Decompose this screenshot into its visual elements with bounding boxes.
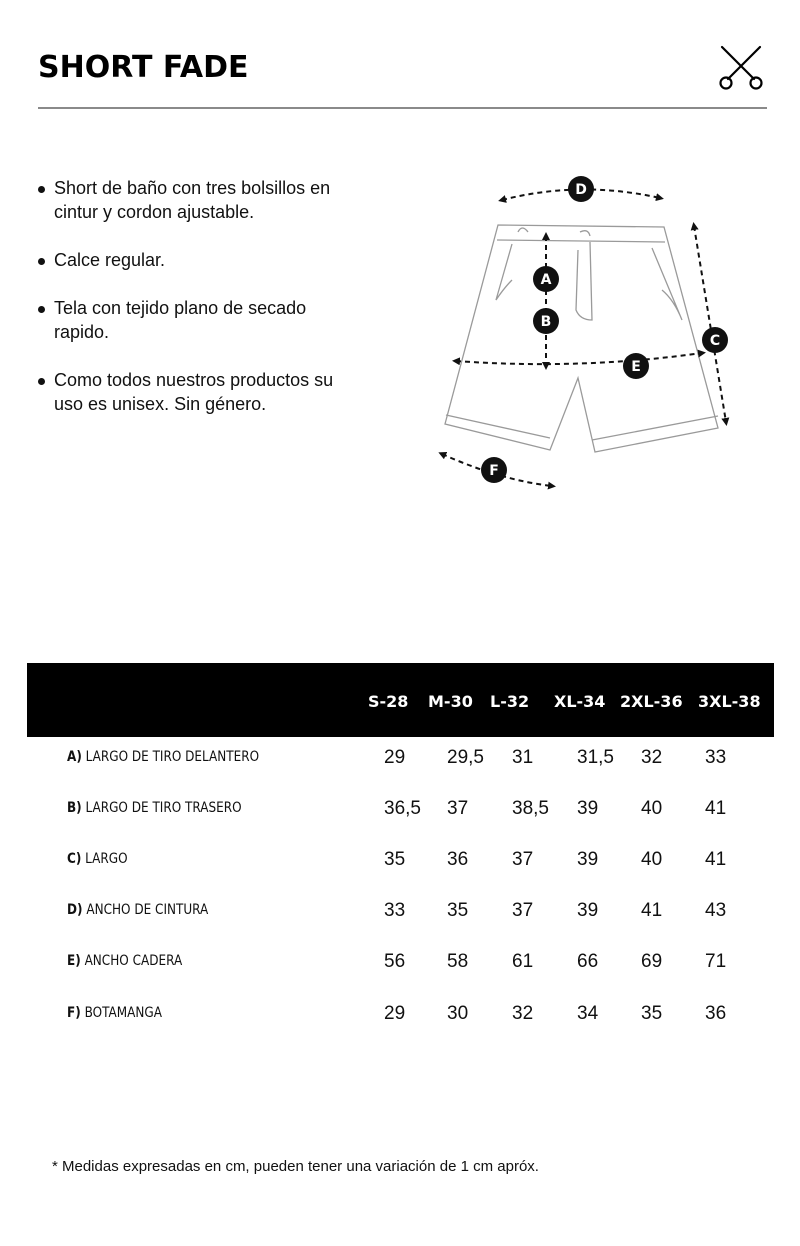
header-divider (38, 107, 767, 109)
table-row (0, 944, 800, 980)
marker-e (623, 353, 649, 379)
row-label: LARGO DE TIRO TRASERO (85, 800, 242, 816)
arrow-c (694, 226, 726, 422)
marker-d (568, 176, 594, 202)
svg-text:D: D (575, 182, 587, 198)
table-cell: 71 (705, 951, 727, 972)
table-cell: 35 (384, 849, 406, 870)
table-cell: 39 (577, 798, 599, 819)
table-row (0, 996, 800, 1032)
table-cell: 37 (512, 900, 534, 921)
svg-text:C: C (709, 333, 721, 349)
table-cell: 56 (384, 951, 406, 972)
table-cell: 38,5 (512, 798, 549, 819)
feature-item: Como todos nuestros productos su uso es unisex. Sin género. (38, 368, 338, 416)
svg-text:E: E (631, 359, 641, 375)
size-column-header: M-30 (428, 692, 473, 711)
table-cell: 35 (447, 900, 469, 921)
row-code: C) (67, 851, 82, 867)
table-cell: 29,5 (447, 747, 484, 768)
row-code: D) (67, 902, 83, 918)
row-label: ANCHO DE CINTURA (86, 902, 209, 918)
table-row (0, 893, 800, 929)
page-title: SHORT FADE (38, 50, 249, 85)
row-code: B) (67, 800, 82, 816)
table-cell: 40 (641, 798, 663, 819)
table-cell: 36,5 (384, 798, 421, 819)
row-code: E) (67, 953, 81, 969)
marker-a (533, 266, 559, 292)
marker-c (702, 327, 728, 353)
footnote: * Medidas expresadas en cm, pueden tener una variación de 1 cm apróx. (52, 1158, 539, 1175)
table-cell: 41 (705, 849, 727, 870)
table-cell: 32 (512, 1003, 534, 1024)
size-column-header: 2XL-36 (620, 692, 683, 711)
table-cell: 39 (577, 849, 599, 870)
table-cell: 37 (447, 798, 469, 819)
feature-item: Short de baño con tres bolsillos en cintur y cordon ajustable. (38, 176, 338, 224)
table-cell: 30 (447, 1003, 469, 1024)
row-code: A) (67, 749, 82, 765)
table-cell: 58 (447, 951, 469, 972)
feature-item: Tela con tejido plano de secado rapido. (38, 296, 338, 344)
size-column-header: L-32 (490, 692, 530, 711)
table-cell: 41 (705, 798, 727, 819)
table-cell: 43 (705, 900, 727, 921)
table-cell: 39 (577, 900, 599, 921)
marker-f (481, 457, 507, 483)
table-cell: 66 (577, 951, 599, 972)
scissors-icon (716, 43, 766, 91)
size-column-header: 3XL-38 (698, 692, 761, 711)
table-cell: 37 (512, 849, 534, 870)
table-cell: 31 (512, 747, 534, 768)
row-label: LARGO DE TIRO DELANTERO (85, 749, 260, 765)
shorts-outline (445, 225, 721, 452)
size-column-header: S-28 (368, 692, 409, 711)
table-cell: 36 (447, 849, 469, 870)
row-label: ANCHO CADERA (84, 953, 183, 969)
svg-text:F: F (489, 463, 499, 479)
size-columns (368, 692, 762, 711)
table-cell: 36 (705, 1003, 727, 1024)
svg-text:A: A (540, 272, 552, 288)
row-code: F) (67, 1005, 81, 1021)
feature-item: Calce regular. (38, 248, 338, 272)
table-row (0, 740, 800, 776)
table-cell: 32 (641, 747, 663, 768)
table-row (0, 791, 800, 827)
table-cell: 35 (641, 1003, 663, 1024)
table-cell: 29 (384, 747, 406, 768)
table-cell: 61 (512, 951, 534, 972)
row-label: BOTAMANGA (84, 1005, 162, 1021)
row-label: LARGO (85, 851, 128, 867)
table-cell: 31,5 (577, 747, 614, 768)
table-row (0, 842, 800, 878)
table-cell: 33 (384, 900, 406, 921)
table-cell: 41 (641, 900, 663, 921)
feature-list (38, 176, 338, 440)
shorts-diagram (430, 170, 760, 500)
arrow-e (456, 353, 702, 364)
table-cell: 29 (384, 1003, 406, 1024)
svg-text:B: B (540, 314, 552, 330)
size-column-header: XL-34 (554, 692, 606, 711)
table-cell: 69 (641, 951, 663, 972)
marker-b (533, 308, 559, 334)
table-cell: 34 (577, 1003, 599, 1024)
table-cell: 40 (641, 849, 663, 870)
table-cell: 33 (705, 747, 727, 768)
